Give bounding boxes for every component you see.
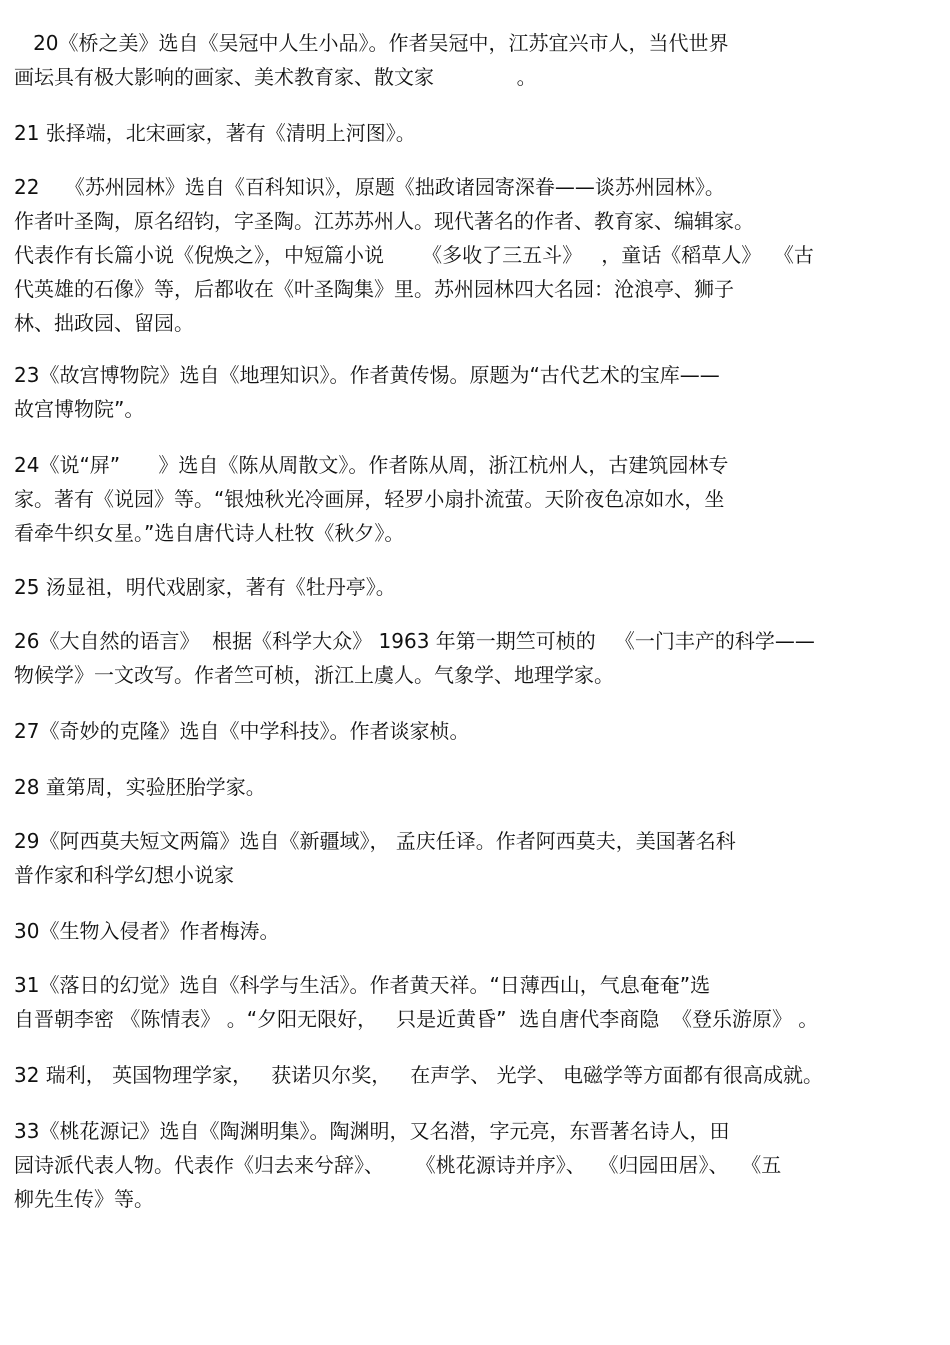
paragraph-21	[14, 116, 939, 150]
text-line: 物候学》一文改写。作者竺可桢，浙江上虞人。气象学、地理学家。	[14, 663, 614, 687]
paragraph-25	[14, 570, 939, 604]
text-line: 故宫博物院”。	[14, 397, 145, 421]
text-line: 20《桥之美》选自《吴冠中人生小品》。作者吴冠中，江苏宜兴市人，当代世界	[14, 31, 729, 55]
text-line: 32 瑞利， 英国物理学家， 获诺贝尔奖， 在声学、 光学、 电磁学等方面都有很高成就。	[14, 1063, 824, 1087]
text-line: 28 童第周，实验胚胎学家。	[14, 775, 266, 799]
text-line: 作者叶圣陶，原名绍钧，字圣陶。江苏苏州人。现代著名的作者、教育家、编辑家。	[14, 209, 754, 233]
text-line: 22 《苏州园林》选自《百科知识》，原题《拙政诸园寄深眷——谈苏州园林》。	[14, 175, 725, 199]
text-line: 看牵牛织女星。”选自唐代诗人杜牧《秋夕》。	[14, 521, 405, 545]
text-line: 代英雄的石像》等，后都收在《叶圣陶集》里。苏州园林四大名园：沧浪亭、狮子	[14, 277, 734, 301]
text-line: 柳先生传》等。	[14, 1187, 154, 1211]
text-line: 家。著有《说园》等。“银烛秋光冷画屏，轻罗小扇扑流萤。天阶夜色凉如水，坐	[14, 487, 725, 511]
text-line: 27《奇妙的克隆》选自《中学科技》。作者谈家桢。	[14, 719, 470, 743]
text-line: 29《阿西莫夫短文两篇》选自《新疆域》， 孟庆任译。作者阿西莫夫，美国著名科	[14, 829, 736, 853]
paragraph-31	[14, 968, 939, 1036]
text-line: 33《桃花源记》选自《陶渊明集》。陶渊明，又名潜，字元亮，东晋著名诗人，田	[14, 1119, 730, 1143]
paragraph-20	[14, 26, 939, 94]
paragraph-24	[14, 448, 939, 550]
paragraph-27	[14, 714, 939, 748]
paragraph-22	[14, 170, 939, 340]
text-line: 代表作有长篇小说《倪焕之》，中短篇小说 《多收了三五斗》 ，童话《稻草人》 《古	[14, 243, 814, 267]
text-line: 21 张择端，北宋画家，著有《清明上河图》。	[14, 121, 416, 145]
text-line: 30《生物入侵者》作者梅涛。	[14, 919, 280, 943]
text-line: 画坛具有极大影响的画家、美术教育家、散文家 。	[14, 65, 537, 89]
text-line: 25 汤显祖，明代戏剧家，著有《牡丹亭》。	[14, 575, 396, 599]
text-line: 31《落日的幻觉》选自《科学与生活》。作者黄天祥。“日薄西山，气息奄奄”选	[14, 973, 711, 997]
text-line: 23《故宫博物院》选自《地理知识》。作者黄传惕。原题为“古代艺术的宝库——	[14, 363, 720, 387]
paragraph-29	[14, 824, 939, 892]
text-line: 24《说“屏” 》选自《陈从周散文》。作者陈从周，浙江杭州人，古建筑园林专	[14, 453, 729, 477]
paragraph-26	[14, 624, 939, 692]
text-line: 自晋朝李密 《陈情表》 。“夕阳无限好， 只是近黄昏” 选自唐代李商隐 《登乐游原》 。	[14, 1007, 819, 1031]
text-line: 林、拙政园、留园。	[14, 311, 194, 335]
paragraph-28	[14, 770, 939, 804]
paragraph-33	[14, 1114, 939, 1216]
paragraph-23	[14, 358, 939, 426]
paragraph-32	[14, 1058, 939, 1092]
text-line: 普作家和科学幻想小说家	[14, 863, 234, 887]
text-line: 26《大自然的语言》 根据《科学大众》 1963 年第一期竺可桢的 《一门丰产的科学——	[14, 629, 815, 653]
text-line: 园诗派代表人物。代表作《归去来兮辞》、 《桃花源诗并序》、 《归园田居》、 《五	[14, 1153, 782, 1177]
paragraph-30	[14, 914, 939, 948]
